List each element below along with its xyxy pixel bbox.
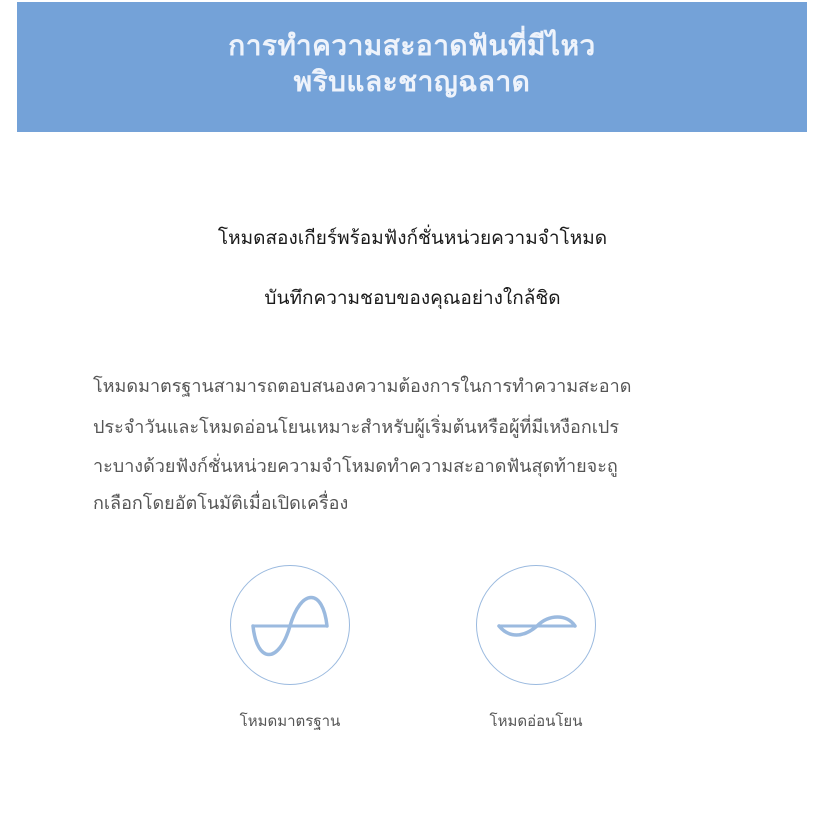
mode-soft-label: โหมดอ่อนโยน [489, 712, 583, 730]
mode-soft [436, 565, 636, 731]
header-banner [17, 2, 807, 132]
description-line4: กเลือกโดยอัตโนมัติเมื่อเปิดเครื่อง [93, 493, 349, 514]
mode-standard-label: โหมดมาตรฐาน [239, 712, 341, 730]
banner-title-line2: พริบและชาญฉลาด [293, 65, 531, 98]
strong-wave-icon [231, 566, 351, 686]
description-line1: โหมดมาตรฐานสามารถตอบสนองความต้องการในการทำความสะอาด [93, 376, 632, 397]
description-line3: าะบางด้วยฟังก์ชั่นหน่วยความจำโหมดทำความสะอาดฟันสุดท้ายจะถู [93, 456, 618, 477]
banner-title-line1: การทำความสะอาดฟันที่มีไหว [228, 29, 596, 62]
mode-soft-circle [476, 565, 596, 685]
mode-standard-circle [230, 565, 350, 685]
mode-standard [190, 565, 390, 731]
subtitle-line2: บันทึกความชอบของคุณอย่างใกล้ชิด [264, 287, 561, 309]
subtitle-line1: โหมดสองเกียร์พร้อมฟังก์ชั่นหน่วยความจำโหมด [217, 227, 608, 249]
banner-title [17, 28, 807, 100]
description-line2: ประจำวันและโหมดอ่อนโยนเหมาะสำหรับผู้เริ่มต้นหรือผู้ที่มีเหงือกเปร [93, 417, 619, 438]
gentle-wave-icon [477, 566, 597, 686]
